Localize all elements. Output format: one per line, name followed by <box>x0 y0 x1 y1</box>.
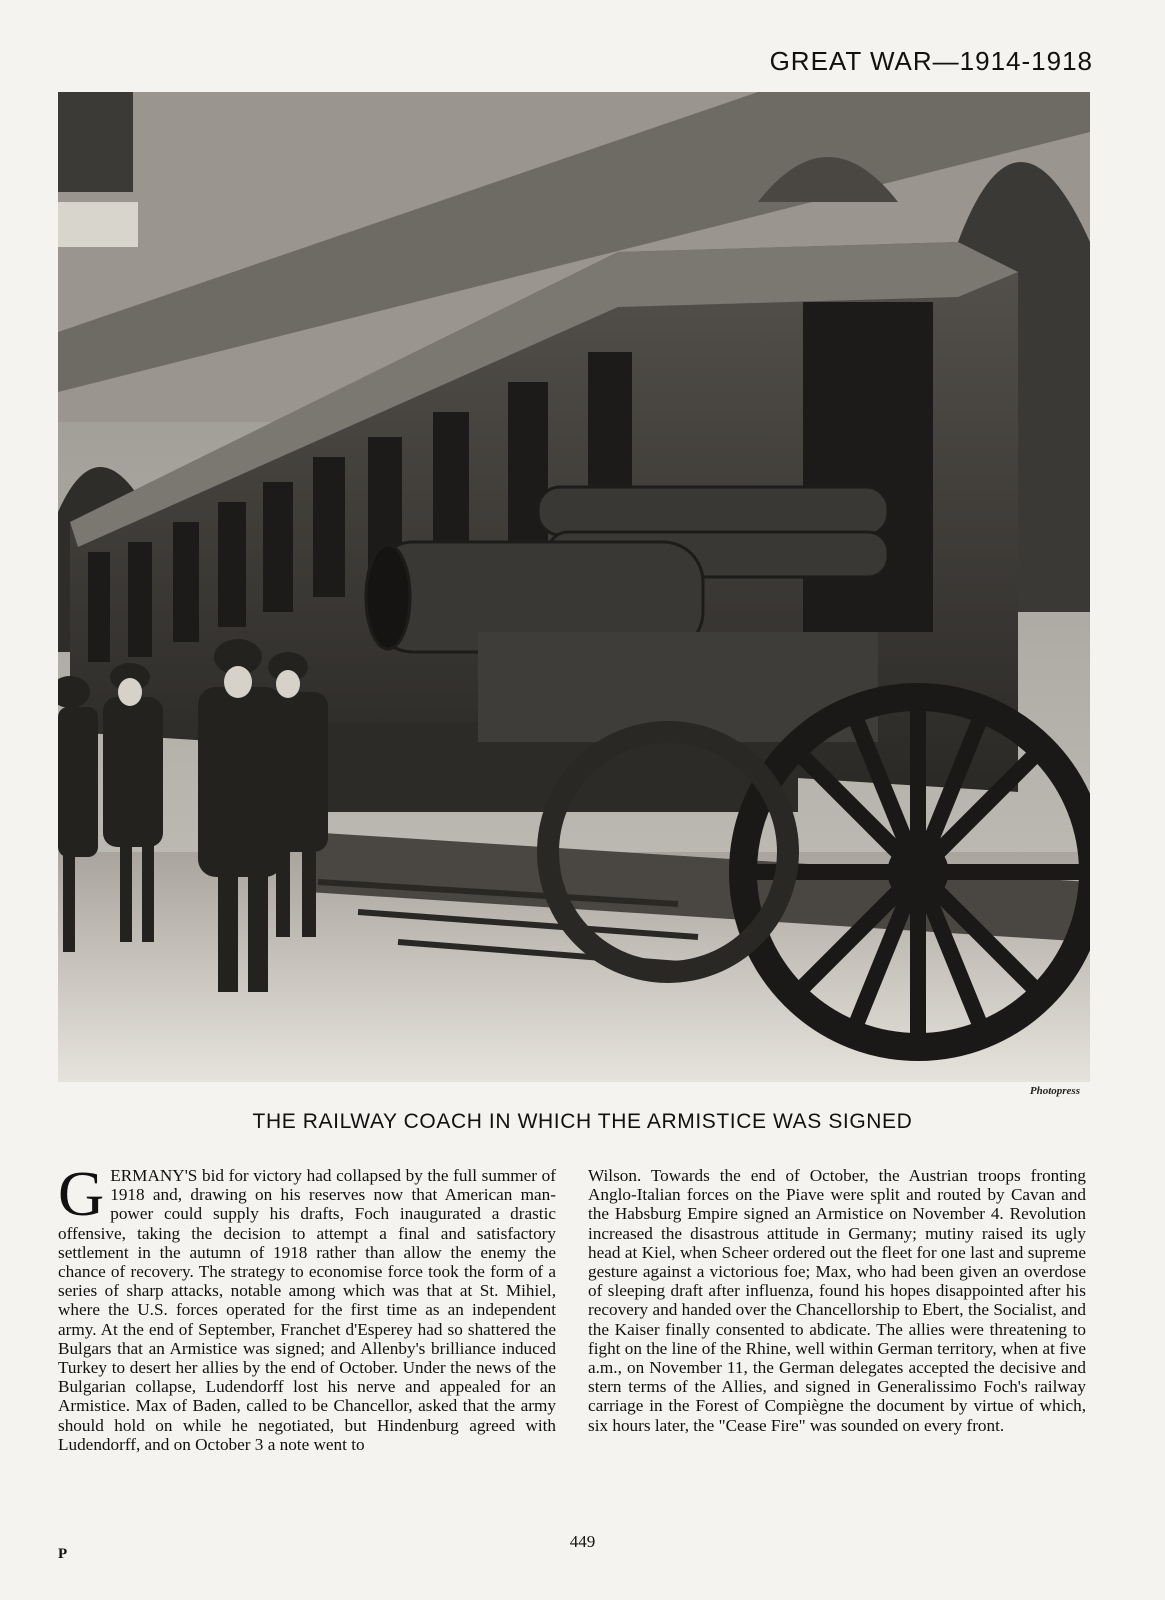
railway-coach-photo <box>58 92 1090 1082</box>
signature-mark: P <box>58 1546 68 1562</box>
body-column-right: Wilson. Towards the end of October, the Austrian troops fronting Anglo-Italian forces on the Piave were split and routed by Cavan and the Habsburg Empire signed an Armistice on November 4. Revolution increased the disastrous attitude in Germany; mutiny raised its ugly head at Kiel, when Scheer ordered out the fleet for one last and supreme gesture against a victorious foe; Max, who had been given an overdose of sleeping draft after influenza, found his hopes disappointed after his recovery and handed over the Chancellorship to Ebert, the Socialist, and the Kaiser finally consented to abdicate. The allies were threatening to fight on the line of the Rhine, well within German territory, when at five a.m., on November 11, the German delegates accepted the decisive and stern terms of the Allies, and signed in Generalissimo Foch's railway carriage in the Forest of Compiègne the document by virtue of which, six hours later, the "Cease Fire" was sounded on every front. <box>588 1166 1086 1435</box>
page-number: 449 <box>569 1532 596 1551</box>
photo-caption: THE RAILWAY COACH IN WHICH THE ARMISTICE WAS SIGNED <box>252 1110 913 1133</box>
left-column-text: ERMANY'S bid for victory had collapsed by the full summer of 1918 and, drawing on his reserves now that American man-power could supply his drafts, Foch inaugurated a drastic offensive, taking the decision to attempt a final and satisfactory settlement in the autumn of 1918 rather than allow the enemy the chance of recovery. The strategy to economise force took the form of a series of sharp attacks, notable among which was that at St. Mihiel, where the U.S. forces operated for the first time as an independent army. At the end of September, Franchet d'Esperey had so shattered the Bulgars that an Armistice was signed; and Allenby's brilliance induced Turkey to desert her allies by the end of October. Under the news of the Bulgarian collapse, Ludendorff lost his nerve and appealed for an Armistice. Max of Baden, called to be Chancellor, asked that the army should hold on while he negotiated, but Hindenburg agreed with Ludendorff, and on October 3 a note went to <box>58 1166 556 1454</box>
drop-cap: G <box>58 1158 105 1229</box>
body-column-left <box>58 1158 556 1454</box>
photo-illustration <box>58 92 1090 1082</box>
running-header: GREAT WAR—1914-1918 <box>769 46 1093 76</box>
photo-credit: Photopress <box>1029 1085 1080 1097</box>
